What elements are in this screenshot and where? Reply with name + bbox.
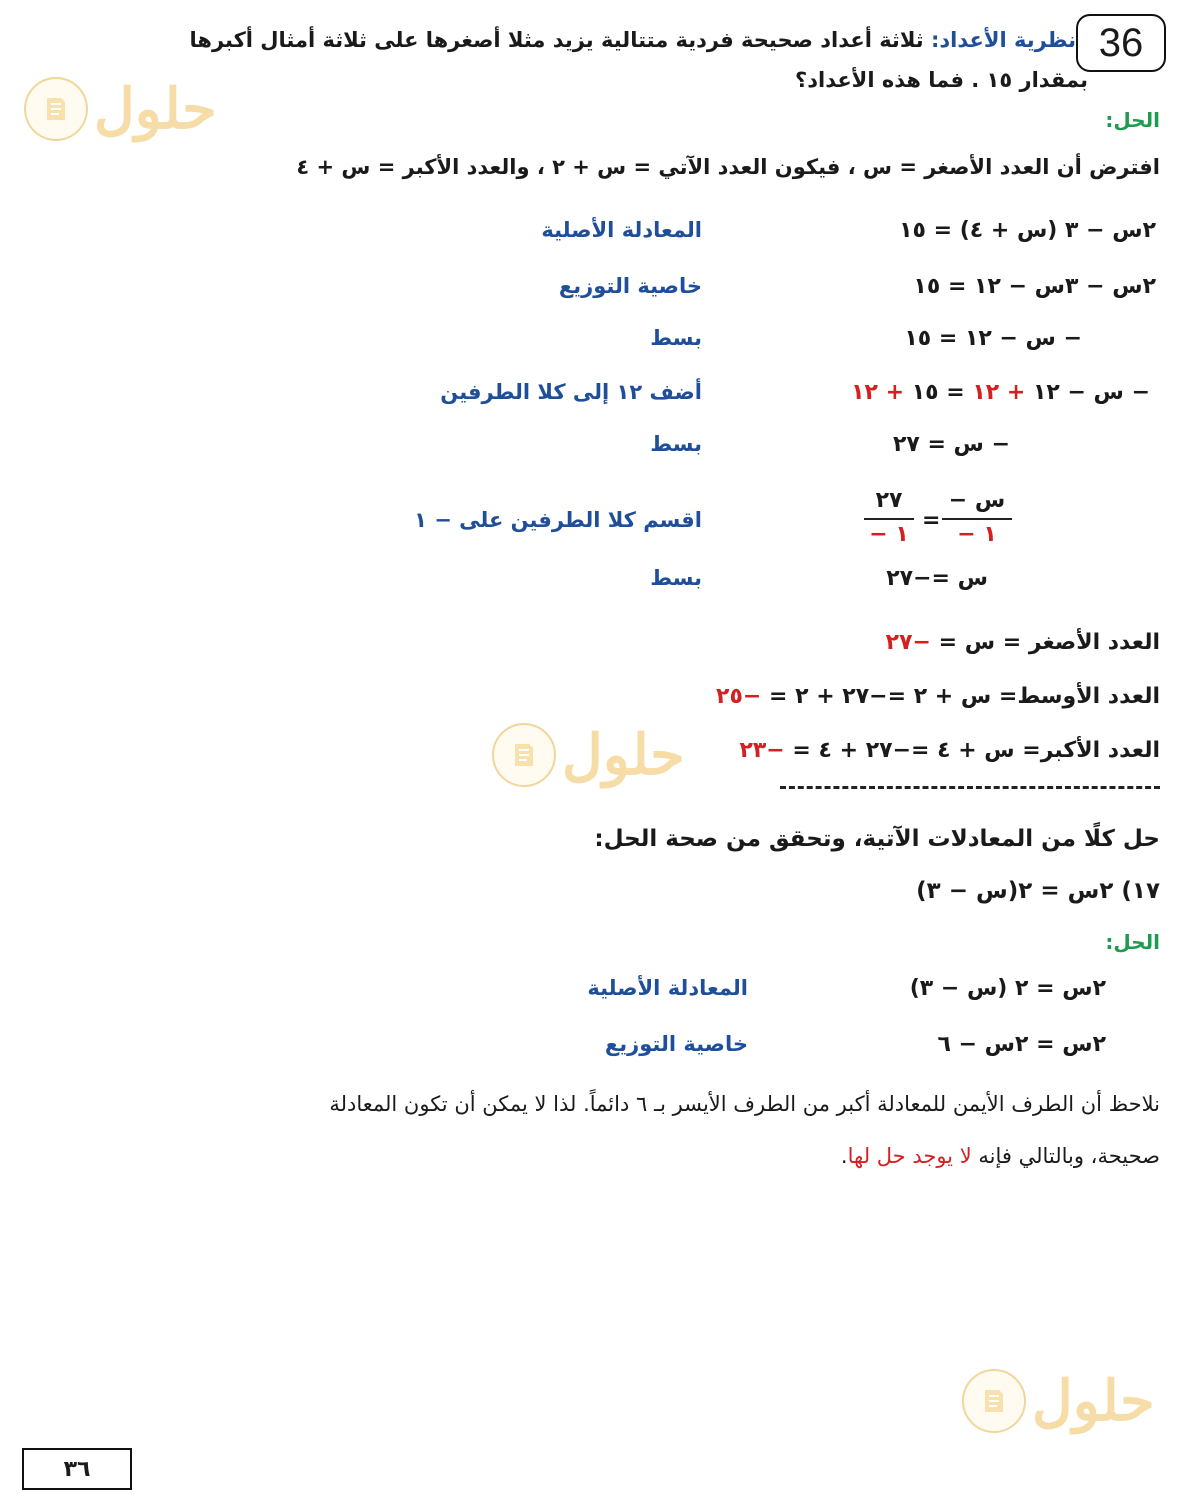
assumption-line: افترض أن العدد الأصغر = س ، فيكون العدد الآتي = س + ٢ ، والعدد الأكبر = س + ٤ xyxy=(296,155,1160,179)
step-4-right: = ١٥ xyxy=(911,380,965,405)
watermark-logo-bottom xyxy=(962,1368,1155,1434)
step-5-equation: − س = ٢٧ xyxy=(892,432,1010,457)
exercise-step-2-equation: ٢س = ٢س − ٦ xyxy=(937,1032,1106,1057)
step-4-left: − س − ١٢ xyxy=(1032,380,1150,405)
step-2-equation: ٢س − ٣س − ١٢ = ١٥ xyxy=(913,274,1156,299)
fraction-equals: = xyxy=(922,508,941,533)
solution-label: الحل: xyxy=(1105,108,1160,132)
watermark-text: حلول xyxy=(562,722,685,788)
watermark-logo-top xyxy=(24,76,217,142)
largest-value: −٢٣ xyxy=(739,738,785,763)
exercise-step-1-reason: المعادلة الأصلية xyxy=(587,976,748,1000)
question-text: ثلاثة أعداد صحيحة فردية متتالية يزيد مثلا أصغرها على ثلاثة أمثال أكبرها xyxy=(189,28,924,52)
exercise-note-line-2 xyxy=(841,1144,1160,1168)
footer-page-number: ٣٦ xyxy=(22,1448,132,1490)
exercise-heading: حل كلًا من المعادلات الآتية، وتحقق من صحة الحل: xyxy=(594,826,1160,852)
step-4-reason: أضف ١٢ إلى كلا الطرفين xyxy=(440,380,702,404)
step-3-reason: بسط xyxy=(650,326,702,350)
fraction-left-numerator: − س xyxy=(948,488,1006,513)
question-title: نظرية الأعداد: xyxy=(930,28,1076,52)
step-7-reason: بسط xyxy=(650,566,702,590)
smallest-label: العدد الأصغر = س = xyxy=(938,630,1160,655)
question-line-1 xyxy=(190,28,1077,52)
middle-value: −٢٥ xyxy=(716,684,762,709)
fraction-right-numerator: ٢٧ xyxy=(875,488,903,513)
watermark-text: حلول xyxy=(1032,1368,1155,1434)
step-1-equation: ٢س − ٣ (س + ٤) = ١٥ xyxy=(899,218,1156,243)
note-period: . xyxy=(840,1144,848,1168)
watermark-book-icon xyxy=(492,723,556,787)
exercise-equation: ٢س = ٢(س − ٣) xyxy=(916,878,1114,904)
exercise-step-2-reason: خاصية التوزيع xyxy=(604,1032,748,1056)
note-no-solution: لا يوجد حل لها xyxy=(847,1144,972,1168)
smallest-value: −٢٧ xyxy=(885,630,931,655)
watermark-text: حلول xyxy=(94,76,217,142)
fraction-right-denominator: − ١ xyxy=(869,522,909,547)
fraction-left xyxy=(942,488,1012,550)
step-4-equation xyxy=(851,380,1150,405)
fraction-left-denominator: − ١ xyxy=(957,522,997,547)
watermark-book-icon xyxy=(962,1369,1026,1433)
watermark-book-icon xyxy=(24,77,88,141)
section-divider xyxy=(780,786,1160,789)
exercise-17 xyxy=(916,878,1160,904)
step-6-reason: اقسم كلا الطرفين على − ١ xyxy=(414,508,702,532)
step-4-add-right: + ١٢ xyxy=(851,380,905,405)
exercise-solution-label: الحل: xyxy=(1105,930,1160,954)
page-number-badge: 36 xyxy=(1076,14,1166,72)
step-5-reason: بسط xyxy=(650,432,702,456)
largest-label: العدد الأكبر= س + ٤ =−٢٧ + ٤ = xyxy=(792,738,1160,763)
step-1-reason: المعادلة الأصلية xyxy=(541,218,702,242)
exercise-note-line-1: نلاحظ أن الطرف الأيمن للمعادلة أكبر من الطرف الأيسر بـ ٦ دائماً. لذا لا يمكن أن تكون المعادلة xyxy=(329,1092,1160,1116)
note-text-a: صحيحة، وبالتالي فإنه xyxy=(978,1144,1160,1168)
smallest-number xyxy=(886,630,1160,655)
step-3-equation: − س − ١٢ = ١٥ xyxy=(904,326,1082,351)
middle-number xyxy=(716,684,1160,709)
largest-number xyxy=(739,738,1160,763)
fraction-right xyxy=(864,488,914,550)
step-2-reason: خاصية التوزيع xyxy=(558,274,702,298)
step-4-add-left: + ١٢ xyxy=(972,380,1026,405)
middle-label: العدد الأوسط= س + ٢ =−٢٧ + ٢ = xyxy=(769,684,1160,709)
exercise-number: ١٧) xyxy=(1121,878,1160,904)
exercise-step-1-equation: ٢س = ٢ (س − ٣) xyxy=(909,976,1106,1001)
watermark-logo-middle xyxy=(492,722,685,788)
question-line-2: بمقدار ١٥ . فما هذه الأعداد؟ xyxy=(795,68,1088,92)
step-7-equation: س =−٢٧ xyxy=(886,566,988,591)
